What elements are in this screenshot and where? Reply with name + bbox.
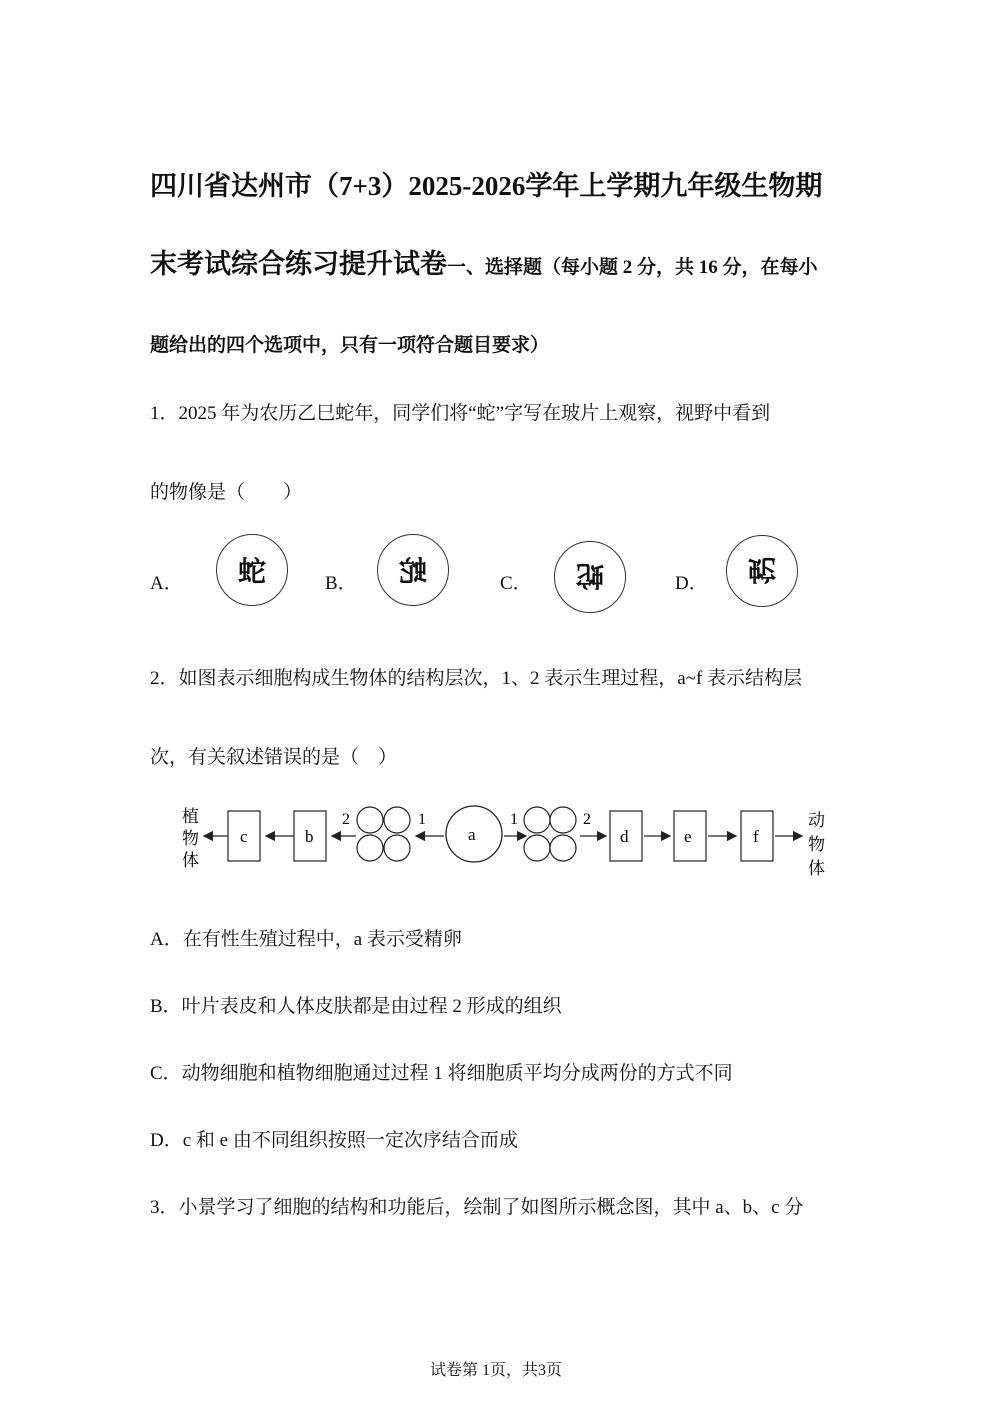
section-heading: 一、选择题（每小题 2 分，共 16 分，在每小 [447,257,818,278]
q2-stem-line1: 2．如图表示细胞构成生物体的结构层次，1、2 表示生理过程，a~f 表示结构层 [150,668,803,689]
q2-option-d[interactable]: D．c 和 e 由不同组织按照一定次序结合而成 [150,1130,518,1151]
page-title-line2 [150,246,850,286]
process-label-right-1: 1 [510,811,518,828]
left-cell-cluster [357,807,410,861]
q1-stem-line1: 1．2025 年为农历乙巳蛇年，同学们将“蛇”字写在玻片上观察，视野中看到 [150,403,771,424]
q2-option-b[interactable]: B．叶片表皮和人体皮肤都是由过程 2 形成的组织 [150,996,562,1017]
box-e-label: e [684,827,692,846]
q2-option-c[interactable]: C．动物细胞和植物细胞通过过程 1 将细胞质平均分成两份的方式不同 [150,1063,733,1084]
q1-option-d-image[interactable] [726,535,798,607]
q1-option-c-label[interactable]: C． [500,573,532,594]
q1-option-d-label[interactable]: D． [675,573,708,594]
plant-body-label-3: 体 [182,851,199,871]
q1-option-d-char: 蛇 [747,553,776,586]
q1-stem-line2: 的物像是（ ） [150,482,303,503]
process-label-left-2: 2 [342,811,350,828]
q1-option-a-label[interactable]: A． [150,573,183,594]
q1-option-b-label[interactable]: B． [325,573,357,594]
q1-option-a-char: 蛇 [237,555,266,588]
box-c-label: c [240,827,248,846]
animal-body-label-2: 物 [808,835,825,855]
q2-stem-line2: 次，有关叙述错误的是（ ） [150,747,398,768]
process-label-left-1: 1 [418,811,426,828]
process-label-right-2: 2 [583,811,591,828]
cell-a-label: a [468,825,476,844]
box-b-label: b [305,827,314,846]
q1-option-b-image[interactable] [377,534,449,606]
plant-body-label-1: 植 [182,807,199,827]
box-d-label: d [620,827,629,846]
q2-option-a[interactable]: A．在有性生殖过程中，a 表示受精卵 [150,929,462,950]
right-cell-cluster [524,807,576,861]
q3-stem-line1: 3．小景学习了细胞的结构和功能后，绘制了如图所示概念图，其中 a、b、c 分 [150,1197,804,1218]
animal-body-label-3: 体 [808,859,825,879]
plant-body-label-2: 物 [182,829,199,849]
q1-option-a-image[interactable] [216,534,288,606]
box-f-label: f [753,827,759,846]
q1-option-b-char: 蛇 [398,555,427,588]
page-title-line1: 四川省达州市（7+3）2025-2026学年上学期九年级生物期 [150,171,823,201]
q1-option-c-char: 蛇 [575,559,604,592]
structure-level-diagram [170,796,840,886]
section-heading-cont: 题给出的四个选项中，只有一项符合题目要求） [150,335,550,356]
page-title-main: 末考试综合练习提升试卷 [150,249,447,279]
page-footer: 试卷第 1页，共3页 [430,1362,563,1379]
q1-option-c-image[interactable] [554,541,626,613]
animal-body-label-1: 动 [808,811,825,831]
